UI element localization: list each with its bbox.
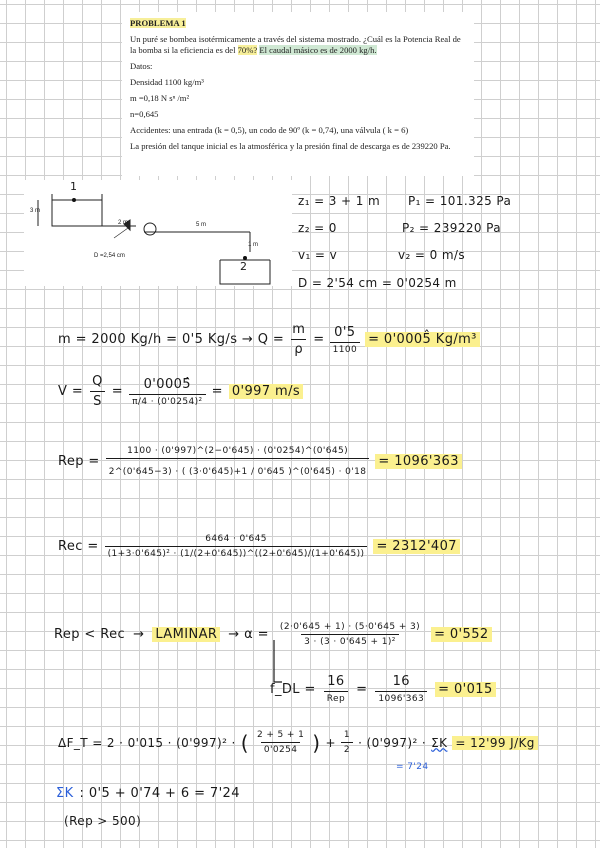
- alpha-result: = 0'552: [431, 627, 491, 642]
- velocity-result: 0'997 m/s: [229, 384, 303, 399]
- datos-label: Datos:: [130, 61, 153, 71]
- sumk-value: = 7'24: [396, 762, 429, 772]
- point-2-label: 2: [240, 260, 248, 273]
- p1: P₁ = 101.325 Pa: [408, 194, 512, 208]
- mass-flow-equation: m = 2000 Kg/h = 0'5 Kg/s → Q = $\frac{m}{\rho}$ = $\frac{0'5}{1100}$ = 0'0005̂ Kg/m³: [58, 322, 480, 357]
- rep-result: = 1096'363: [375, 454, 462, 469]
- rep-equation: Rep = $\frac{1100 \cdot (0'997)\^{}(2-0'645) \cdot (0'0254)\^{}(0'645)}{2\^{}(0'645-3) \cdot ( (3\cdot 0'645)+1 / 0'645 )\^{}(0'645) \cdot 0'18}$ = 1096'363: [58, 446, 462, 477]
- flow-highlight: El caudal másico es de 2000 kg/h.: [259, 45, 377, 55]
- laminar-label: LAMINAR: [152, 627, 220, 642]
- p2: P₂ = 239220 Pa: [402, 221, 502, 235]
- velocity-equation: V = $\frac{Q}{S}$ = $\frac{0'0005̂}{\text{π/4 · (0'0254)²}}$ = 0'997 m/s: [58, 374, 303, 409]
- densidad: Densidad 1100 kg/m³: [130, 77, 204, 87]
- v2: v₂ = 0 m/s: [398, 248, 466, 262]
- diameter-label: D =2,54 cm: [94, 253, 125, 259]
- accidentes: Accidentes: una entrada (k = 0,5), un codo de 90º (k = 0,74), una válvula ( k = 6): [130, 125, 409, 135]
- point-1-label: 1: [70, 180, 78, 193]
- problem-text: Un puré se bombea isotérmicamente a través del sistema mostrado. ¿Cuál es la Potencia Real de la bomba si la eficiencia es del 70%? El caudal másico es de 2000 kg/h.: [130, 34, 461, 55]
- pipe-diagram: [24, 180, 292, 286]
- m-value: m =0,18 N sⁿ /m²: [130, 93, 190, 103]
- regime-equation: Rep < Rec → LAMINAR → α = $\frac{(2\cdot 0'645 + 1) \cdot (5\cdot 0'645 + 3)}{\text{3 · (3 · 0'645 + 1)²}}$ = 0'552: [54, 622, 492, 647]
- diameter: D = 2'54 cm = 0'0254 m: [298, 276, 457, 290]
- height-1m: 1 m: [248, 242, 259, 248]
- z1: z₁ = 3 + 1 m: [298, 194, 381, 208]
- problem-title: PROBLEMA 1: [130, 18, 186, 28]
- friction-loss-equation: ΔF_T = 2 · 0'015 · (0'997)² · ( $\frac{2 + 5 + 1}{0'0254}$ ) + $\frac{1}{2}$ · (0'997)² · ΣK = 12'99 J/Kg: [58, 730, 538, 755]
- rec-equation: Rec = $\frac{6464 \cdot 0'645}{\text{(1+3·0'645)² · (1/(2+0'645))\textasciicircum{}((2+0'645)/(1+0'645))}}$ = 2312'407: [58, 534, 460, 559]
- system-diagram: [24, 180, 292, 286]
- length-5m: 5 m: [196, 222, 207, 228]
- q-result: = 0'0005̂ Kg/m³: [365, 332, 480, 347]
- friction-factor-equation: f_DL = $\frac{16}{\text{Rep}}$ = $\frac{16}{1096'363}$ = 0'015: [270, 674, 496, 704]
- efficiency-highlight: 70%?: [237, 45, 258, 55]
- presion: La presión del tanque inicial es la atmosférica y la presión final de descarga es de 239220 Pa.: [130, 141, 451, 151]
- sumk-label: ΣK: [56, 786, 74, 801]
- problem-statement: [122, 12, 474, 176]
- friction-result: = 0'015: [435, 682, 495, 697]
- sumk-equation: ΣK : 0'5 + 0'74 + 6 = 7'24: [56, 786, 240, 801]
- rep-note: (Rep > 500): [64, 814, 142, 828]
- sumk-term: ΣK: [431, 735, 448, 750]
- v1: v₁ = v: [298, 248, 338, 262]
- length-2m: 2 m: [118, 220, 129, 226]
- friction-loss-result: = 12'99 J/Kg: [452, 736, 537, 750]
- height-3m: 3 m: [30, 208, 41, 214]
- z2: z₂ = 0: [298, 221, 337, 235]
- rec-result: = 2312'407: [373, 539, 460, 554]
- n-value: n=0,645: [130, 109, 159, 119]
